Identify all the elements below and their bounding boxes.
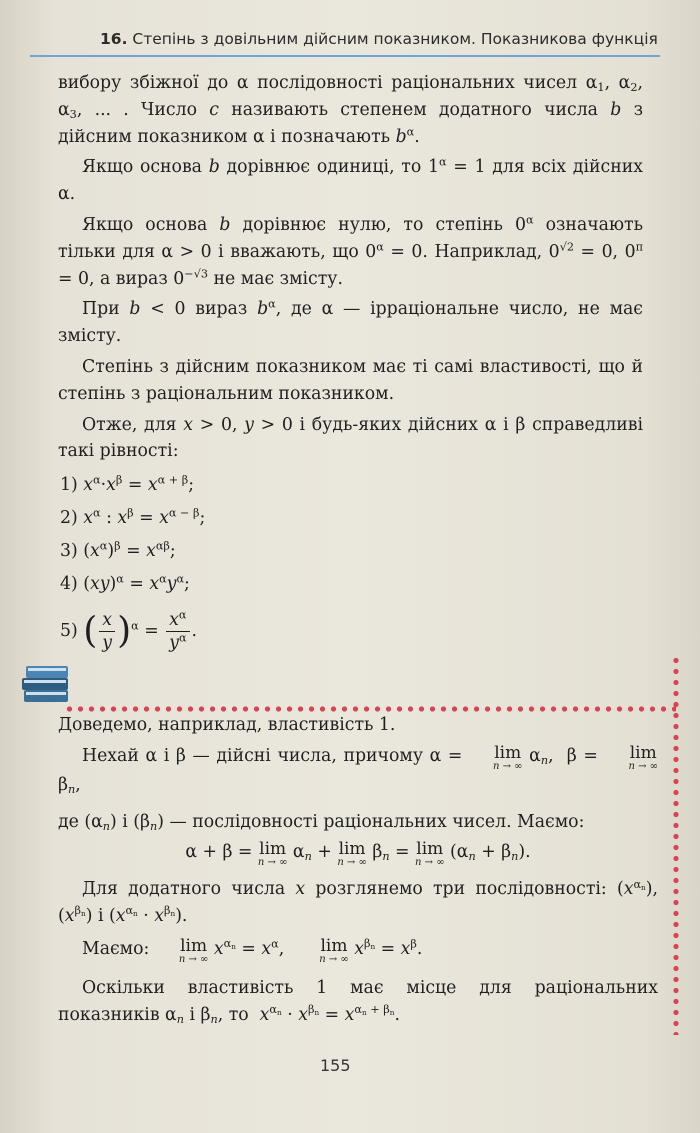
section-title: Степінь з довільним дійсним показником. Показникова функція bbox=[132, 30, 658, 48]
proof-three-sequences: Для додатного числа x розглянемо три послідовності: $(x^{\alpha_n})$, $(x^{\beta_n})$ і $(x^{\alpha_n} \cdot x^{\beta_n})$. bbox=[58, 877, 658, 927]
property-2: 2) $x^\alpha$ : $x^\beta = x^{\alpha - \beta}$; bbox=[60, 506, 206, 529]
paragraph-negative-base: При b < 0 вираз $b^\alpha$, де α — ірраціональне число, не має змісту. bbox=[58, 297, 643, 347]
property-4: 4) $(xy)^\alpha = x^\alpha y^\alpha$; bbox=[60, 572, 190, 595]
proof-title: Доведемо, наприклад, властивість 1. bbox=[58, 715, 396, 735]
paragraph-base-one: Якщо основа b дорівнює одиниці, то $1^\alpha = 1$ для всіх дійсних α. bbox=[58, 155, 643, 205]
page-number: 155 bbox=[320, 1056, 351, 1075]
proof-let: Нехай α і β — дійсні числа, причому α = lim n → ∞ $\alpha_n$, β = lim n → ∞ $\beta_n$, bbox=[58, 742, 659, 796]
paragraph-thus: Отже, для x > 0, y > 0 і будь-яких дійсних α і β справедливі такі рівності: bbox=[58, 414, 643, 462]
proof-limits: Маємо: lim n → ∞ $x^{\alpha_n} = x^\alpha$, lim n → ∞ $x^{\beta_n} = x^\beta$. bbox=[82, 935, 423, 965]
proof-block bbox=[58, 712, 658, 1033]
books-icon bbox=[20, 660, 74, 706]
section-number: 16. bbox=[100, 30, 128, 48]
proof-sequences: де $(\alpha_n)$ і $(\beta_n)$ — послідовності раціональних чисел. Маємо: bbox=[58, 811, 585, 833]
property-3: 3) $(x^\alpha)^\beta = x^{\alpha\beta}$; bbox=[60, 539, 176, 562]
proof-border-right bbox=[673, 655, 679, 1035]
intro-paragraph: вибору збіжної до α послідовності раціональних чисел $\alpha_1$, $\alpha_2$, $\alpha_3$, ... . Число c називають степенем додатного числа b з дійсним показником α і позначають $b^\alpha$. bbox=[58, 73, 643, 147]
proof-sum-formula: α + β = lim n → ∞ $\alpha_n$ + lim n → ∞ $\beta_n$ = lim n → ∞ $(\alpha_n + \beta_n)$. bbox=[185, 839, 531, 869]
running-header bbox=[100, 30, 660, 48]
main-text bbox=[58, 70, 643, 661]
property-1: 1) $x^\alpha\cdot x^\beta = x^{\alpha + \beta}$; bbox=[60, 473, 195, 496]
paragraph-properties: Степінь з дійсним показником має ті самі властивості, що й степінь з раціональним показником. bbox=[58, 356, 643, 404]
header-rule bbox=[30, 55, 660, 57]
paragraph-base-zero: Якщо основа b дорівнює нулю, то степінь $0^\alpha$ означають тільки для α > 0 і вважають, що $0^\alpha = 0$. Наприклад, $0^{√2} = 0$, $0^\pi = 0$, а вираз $0^{-√3}$ не має змісту. bbox=[58, 213, 643, 289]
property-5: 5) ( $\frac{x}{y}$ )$^\alpha$ = $\frac{x^\alpha}{y^\alpha}$ . bbox=[60, 607, 198, 654]
proof-conclusion: Оскільки властивість 1 має місце для раціональних показників $\alpha_n$ і $\beta_n$, то $x^{\alpha_n} \cdot x^{\beta_n} = x^{\alpha_n + \beta_n}$. bbox=[58, 977, 658, 1026]
